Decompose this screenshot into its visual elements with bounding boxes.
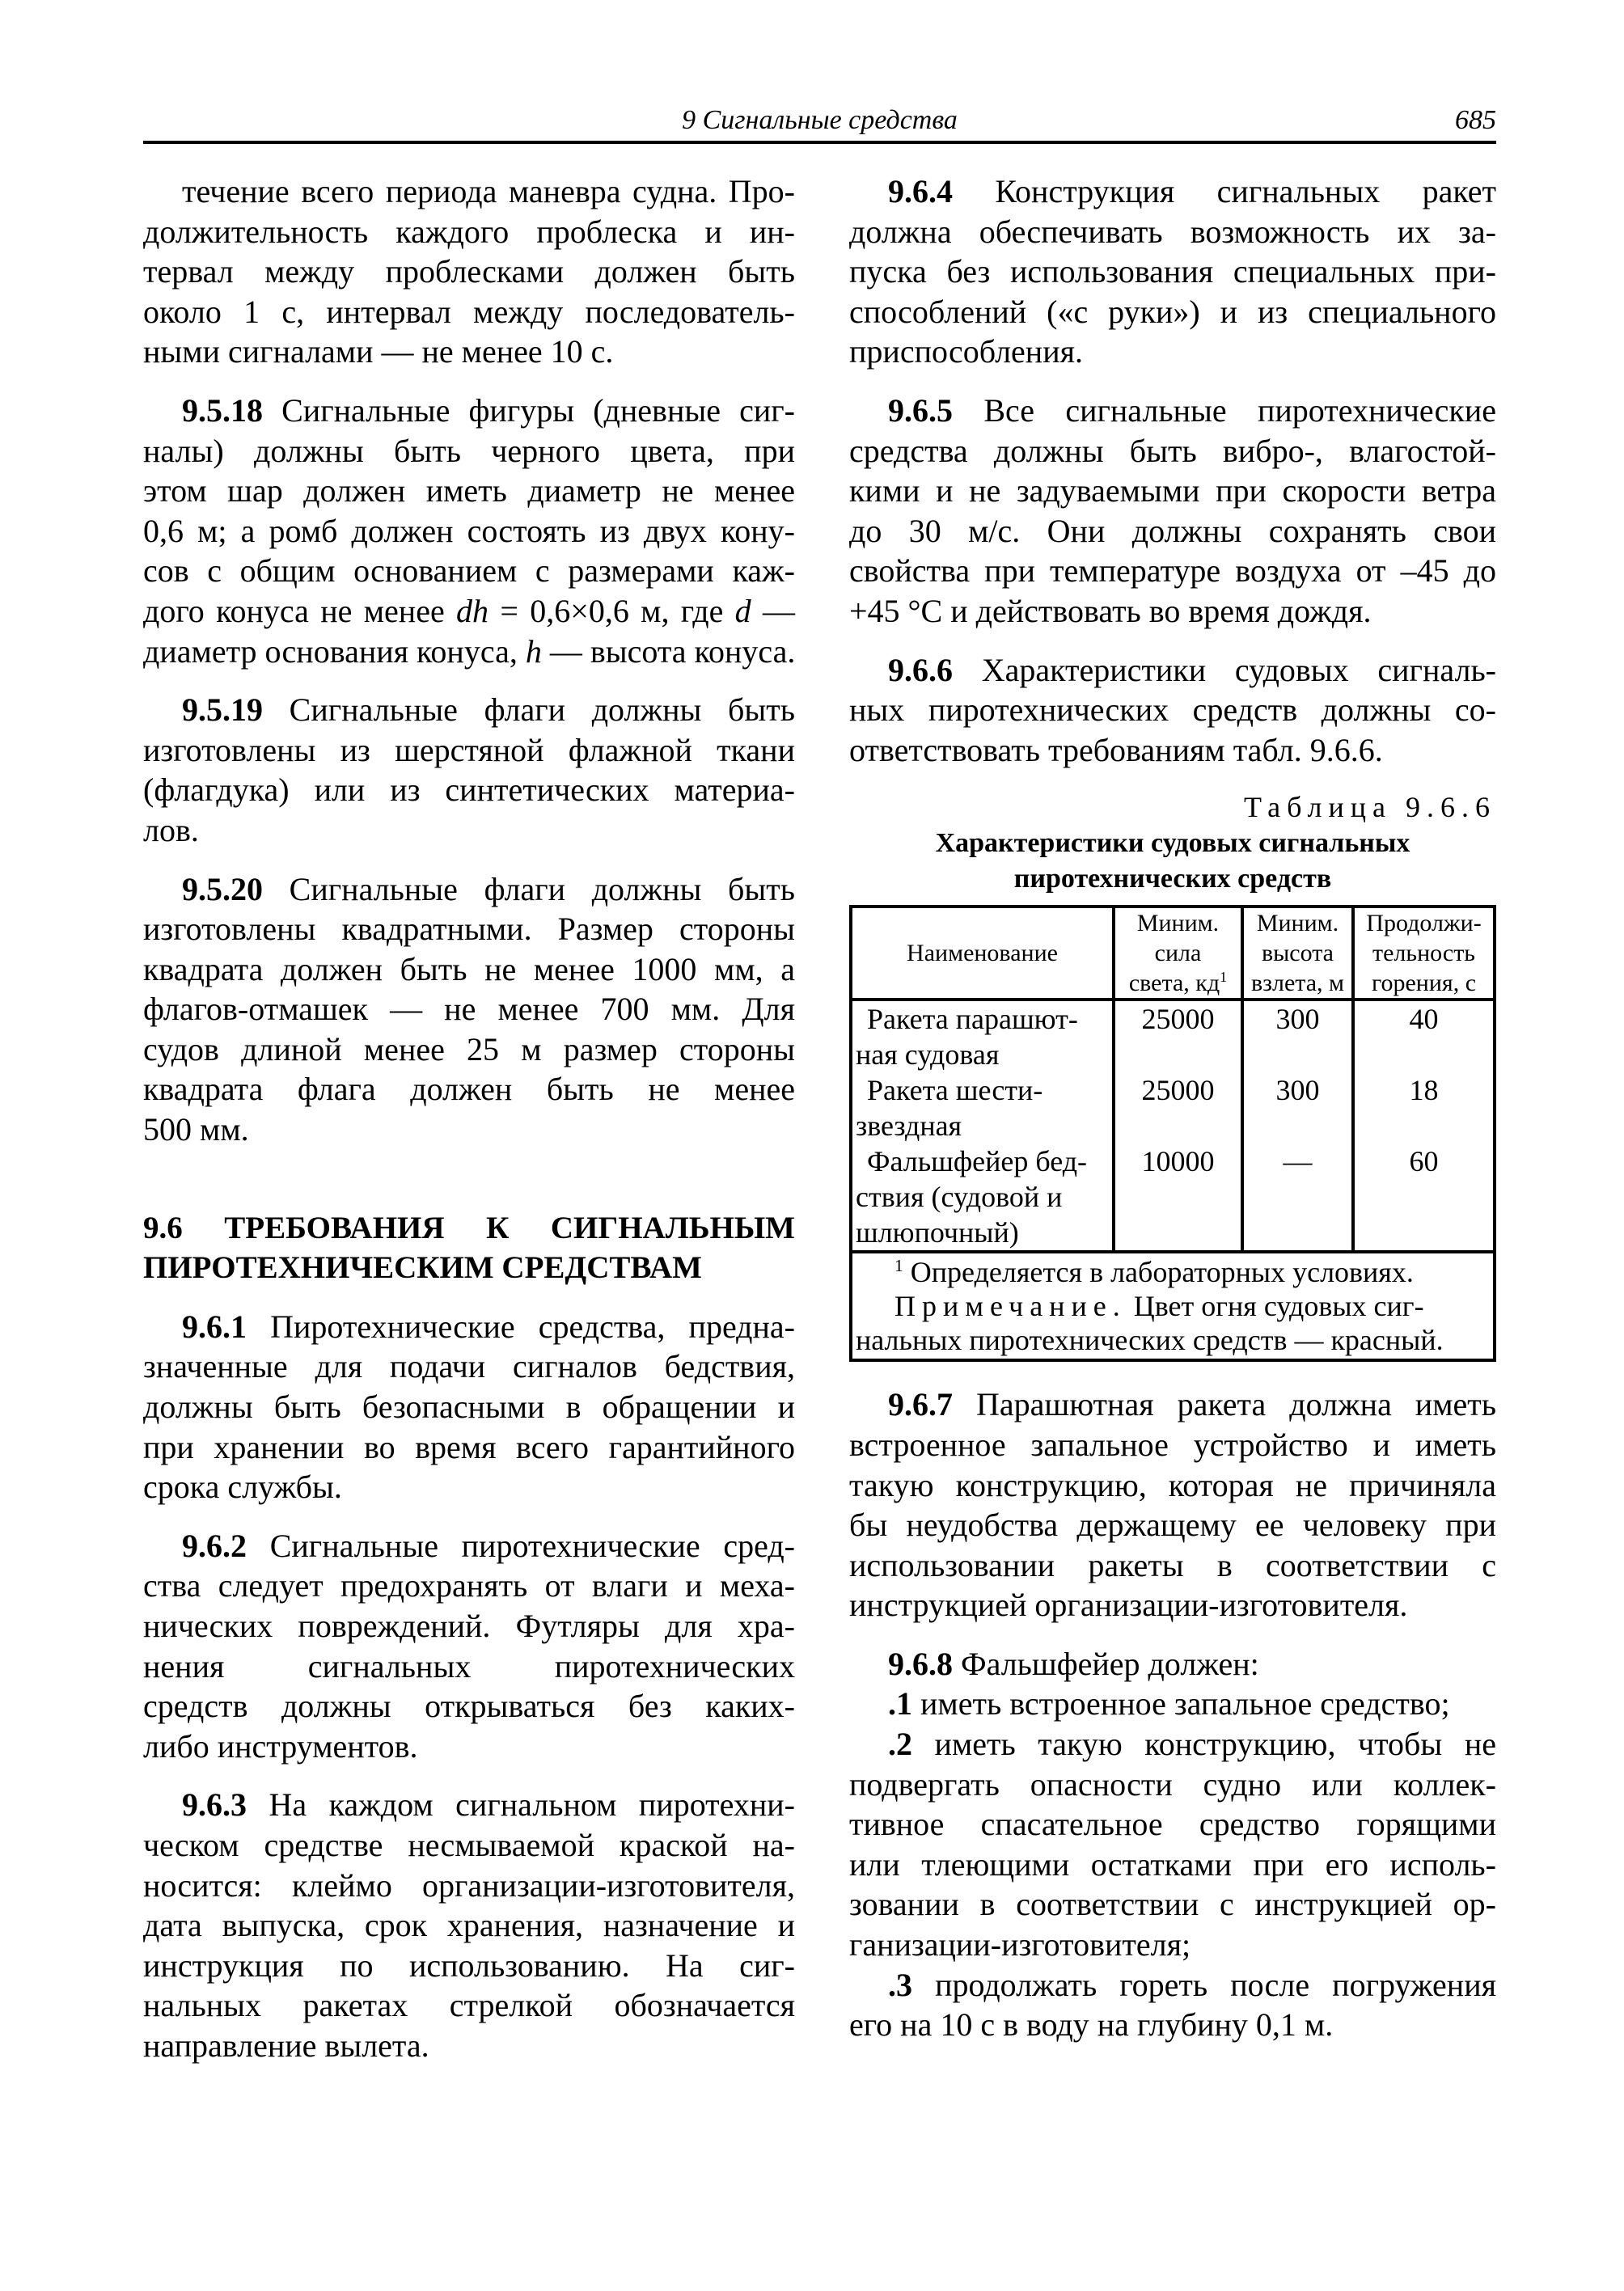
paragraph: [849, 650, 1496, 771]
line-text: ПИРОТЕХНИЧЕСКИМ СРЕДСТВАМ: [143, 1250, 702, 1286]
text-line: [143, 1785, 795, 1825]
line-text: использовании ракеты в соответствии с: [849, 1546, 1496, 1583]
table-row: [851, 1143, 1495, 1252]
text-line: [849, 212, 1496, 252]
text-line: [143, 1208, 795, 1249]
text-line: [849, 1425, 1496, 1465]
text-line: [143, 632, 795, 672]
text-line: [143, 909, 795, 949]
text-line: [849, 690, 1496, 730]
clause-number: .2: [888, 1726, 912, 1763]
text-line: [849, 511, 1496, 552]
table-title-line-2: пиротехнических средств: [1013, 864, 1332, 894]
text-segment: d: [734, 592, 751, 629]
text-line: [849, 252, 1496, 292]
line-text: средства должны быть вибро-, влагостой-: [849, 432, 1496, 469]
text-line: [143, 1248, 795, 1288]
text-segment: h: [525, 632, 542, 670]
clause-number: 9.5.20: [182, 870, 263, 907]
line-text: налы) должны быть черного цвета, при: [143, 432, 795, 469]
text-line: [849, 1684, 1496, 1724]
text-line: [143, 171, 795, 212]
cell-light: 10000: [1114, 1143, 1242, 1252]
line-text: +45 °С и действовать во время дождя.: [849, 592, 1372, 629]
line-text: Все сигнальные пиротехнические: [983, 391, 1496, 429]
line-text: нения сигнальных пиротехнических: [143, 1647, 795, 1684]
line-text: течение всего периода маневра судна. Про-: [182, 173, 795, 209]
characteristics-table: [849, 905, 1496, 1362]
text-line: [143, 1110, 795, 1150]
cell-height: —: [1242, 1143, 1353, 1252]
line-text: 9.6 ТРЕБОВАНИЯ К СИГНАЛЬНЫМ: [143, 1210, 795, 1245]
cell-name: Ракета шести- звездная: [856, 1074, 1043, 1143]
clause-number: 9.6.1: [182, 1308, 247, 1345]
text-line: [849, 1965, 1496, 2006]
paragraph: [143, 1307, 795, 1507]
paragraph: [143, 391, 795, 671]
line-text: должна обеспечивать возможность их за-: [849, 213, 1496, 250]
text-line: [143, 2026, 795, 2066]
text-line: [849, 650, 1496, 691]
text-line: [849, 1804, 1496, 1845]
paragraph: [143, 869, 795, 1150]
text-line: [143, 1307, 795, 1347]
text-line: [143, 292, 795, 332]
text-line: [143, 1686, 795, 1727]
line-text: срока службы.: [143, 1469, 342, 1506]
clause-number: 9.6.7: [888, 1386, 953, 1423]
paragraph: [849, 1724, 1496, 1965]
col-header-burn: Продолжи- тельность горения, с: [1353, 907, 1495, 1000]
line-text: значенные для подачи сигналов бедствия,: [143, 1348, 795, 1385]
line-text: Пиротехнические средства, предна-: [270, 1308, 795, 1345]
paragraph: [849, 1644, 1496, 1684]
text-line: [143, 252, 795, 292]
clause-number: 9.6.2: [182, 1527, 247, 1564]
line-text: инструкцией организации-изготовителя.: [849, 1587, 1408, 1624]
left-column: [143, 171, 795, 2085]
text-line: [143, 1526, 795, 1566]
clause-number: 9.5.19: [182, 691, 263, 729]
text-line: [143, 511, 795, 552]
line-text: (флагдука) или из синтетических материа-: [143, 771, 795, 809]
line-text: квадрата должен быть не менее 1000 мм, а: [143, 950, 795, 987]
table-header-row: [851, 907, 1495, 1000]
table-notes: [851, 1252, 1495, 1360]
text-line: [143, 591, 795, 632]
page-number: 685: [1455, 105, 1496, 135]
paragraph: [143, 1526, 795, 1767]
line-text: изготовлены из шерстяной флажной ткани: [143, 731, 795, 768]
text-line: [849, 1505, 1496, 1545]
note-line-2: нальных пиротехнических средств — красный.: [856, 1324, 1444, 1357]
line-text: Парашютная ракета должна иметь: [976, 1386, 1496, 1423]
table-caption: Таблица 9.6.6: [1244, 791, 1496, 824]
line-text: ных пиротехнических средств должны со-: [849, 691, 1496, 729]
text-segment: диаметр основания конуса,: [143, 632, 526, 670]
text-line: [849, 1765, 1496, 1805]
line-text: ческом средстве несмываемой краской на-: [143, 1826, 795, 1863]
text-line: [849, 431, 1496, 471]
line-text: зовании в соответствии с инструкцией ор-: [849, 1886, 1496, 1923]
line-text: нических повреждений. Футляры для хра-: [143, 1608, 795, 1644]
text-line: [143, 1427, 795, 1468]
clause-number: 9.5.18: [182, 391, 263, 429]
line-text: такую конструкцию, которая не причиняла: [849, 1466, 1496, 1503]
line-text: приспособления.: [849, 333, 1084, 370]
cell-light: 25000: [1114, 1072, 1242, 1143]
text-line: [849, 551, 1496, 591]
text-line: [143, 471, 795, 511]
text-segment: —: [751, 592, 796, 629]
text-line: [849, 1585, 1496, 1625]
line-text: носится: клеймо организации-изготовителя,: [143, 1866, 795, 1904]
right-column: [849, 171, 1496, 2064]
line-text: должны быть безопасными в обращении и: [143, 1389, 795, 1426]
line-text: Фальшфейер должен:: [961, 1645, 1259, 1682]
line-text: лов.: [143, 811, 199, 848]
text-line: [143, 391, 795, 431]
line-text: встроенное запальное устройство и иметь: [849, 1426, 1496, 1463]
line-text: или тлеющими остатками при его исполь-: [849, 1845, 1496, 1883]
line-text: нальных ракетах стрелкой обозначается: [143, 1987, 795, 2024]
text-line: [849, 332, 1496, 372]
text-line: [143, 1985, 795, 2026]
clause-number: 9.6.5: [888, 391, 953, 429]
text-line: [143, 1905, 795, 1946]
line-text: Сигнальные флаги должны быть: [289, 870, 796, 907]
paragraph: [849, 391, 1496, 632]
paragraph: [849, 171, 1496, 372]
text-line: [143, 989, 795, 1029]
text-line: [849, 471, 1496, 511]
text-line: [143, 869, 795, 910]
text-segment: — высота конуса.: [541, 632, 796, 670]
line-text: тервал между проблесками должен быть: [143, 253, 795, 290]
line-text: инструкция по использованию. На сиг-: [143, 1947, 795, 1984]
text-line: [143, 1566, 795, 1606]
paragraph: [143, 690, 795, 850]
line-text: иметь такую конструкцию, чтобы не: [934, 1726, 1496, 1763]
running-header: [143, 104, 1496, 144]
text-line: [849, 591, 1496, 632]
line-text: этом шар должен иметь диаметр не менее: [143, 472, 795, 509]
line-text: Сигнальные пиротехнические сред-: [269, 1527, 796, 1564]
line-text: ответствовать требованиям табл. 9.6.6.: [849, 731, 1383, 768]
line-text: Сигнальные фигуры (дневные сиг-: [281, 391, 795, 429]
cell-name: Фальшфейер бед- ствия (судовой и шлюпочный): [856, 1145, 1088, 1249]
line-text: бы неудобства держащему ее человеку при: [849, 1507, 1496, 1544]
line-text: ганизации-изготовителя;: [849, 1926, 1191, 1963]
col-header-name: Наименование: [851, 907, 1114, 1000]
line-text: подвергать опасности судно или коллек-: [849, 1765, 1496, 1803]
line-text: ными сигналами — не менее 10 с.: [143, 333, 614, 370]
line-text: должительность каждого проблеска и ин-: [143, 213, 795, 250]
text-line: [143, 431, 795, 471]
line-text: либо инструментов.: [143, 1727, 418, 1765]
line-text: Сигнальные флаги должны быть: [289, 691, 796, 729]
cell-burn: 18: [1353, 1072, 1495, 1143]
text-line: [143, 690, 795, 730]
text-line: [849, 1384, 1496, 1425]
line-text: его на 10 с в воду на глубину 0,1 м.: [849, 2006, 1334, 2044]
text-line: [849, 1465, 1496, 1506]
text-line: [143, 810, 795, 851]
text-line: [849, 730, 1496, 771]
section-heading: [143, 1208, 795, 1288]
line-text: до 30 м/с. Они должны сохранять свои: [849, 512, 1496, 549]
text-line: [143, 949, 795, 990]
line-text: тивное спасательное средство горящими: [849, 1806, 1496, 1843]
text-line: [849, 391, 1496, 431]
clause-number: 9.6.3: [182, 1786, 247, 1824]
clause-number: 9.6.6: [888, 651, 953, 688]
col-header-height: Миним. высота взлета, м: [1242, 907, 1353, 1000]
text-line: [143, 1387, 795, 1427]
line-text: свойства при температуре воздуха от –45 до: [849, 552, 1496, 590]
text-line: [143, 1825, 795, 1866]
line-text: способлений («с руки») и из специального: [849, 293, 1496, 330]
line-text: сов с общим основанием с размерами каж-: [143, 552, 795, 590]
text-line: [849, 2005, 1496, 2045]
text-line: [143, 1069, 795, 1110]
clause-number: 9.6.8: [888, 1645, 953, 1682]
line-text: судов длиной менее 25 м размер стороны: [143, 1030, 795, 1067]
text-line: [849, 1845, 1496, 1885]
text-segment: дого конуса не менее: [143, 592, 457, 629]
paragraph: [849, 1684, 1496, 1724]
cell-height: 300: [1242, 1000, 1353, 1072]
col-header-light: Миним. сила света, $кд^1$: [1114, 907, 1242, 1000]
line-text: Конструкция сигнальных ракет: [995, 173, 1496, 209]
line-text: На каждом сигнальном пиротехни-: [269, 1786, 795, 1824]
clause-number: .3: [888, 1966, 912, 2003]
table-row: [851, 1000, 1495, 1072]
line-text: 0,6 м; а ромб должен состоять из двух кону-: [143, 512, 795, 549]
line-text: около 1 с, интервал между последователь-: [143, 293, 795, 330]
paragraph: [143, 1785, 795, 2065]
text-line: [849, 1545, 1496, 1586]
text-line: [143, 1467, 795, 1507]
text-line: [143, 1346, 795, 1387]
text-line: [849, 1925, 1496, 1965]
table-title-line-1: Характеристики судовых сигнальных: [935, 828, 1410, 859]
text-line: [849, 171, 1496, 212]
text-line: [143, 730, 795, 771]
line-text: кими и не задуваемыми при скорости ветра: [849, 472, 1496, 509]
cell-light: 25000: [1114, 1000, 1242, 1072]
line-text: дата выпуска, срок хранения, назначение и: [143, 1907, 795, 1944]
line-text: квадрата флага должен быть не менее: [143, 1071, 795, 1108]
cell-burn: 40: [1353, 1000, 1495, 1072]
cell-name: Ракета парашют- ная судовая: [856, 1003, 1078, 1072]
text-line: [143, 332, 795, 372]
paragraph: [849, 1384, 1496, 1625]
note-line-1: Примечание. Цвет огня судовых сиг-: [894, 1290, 1424, 1323]
text-line: [143, 1946, 795, 1986]
cell-burn: 60: [1353, 1143, 1495, 1252]
text-line: [143, 551, 795, 591]
text-segment: dh: [456, 592, 489, 629]
paragraph: [849, 1965, 1496, 2045]
line-text: пуска без использования специальных при-: [849, 253, 1496, 290]
clause-number: .1: [888, 1685, 912, 1722]
text-line: [849, 1644, 1496, 1684]
text-segment: = 0,6×0,6 м, где: [488, 592, 735, 629]
line-text: иметь встроенное запальное средство;: [920, 1685, 1450, 1722]
text-line: [849, 292, 1496, 332]
line-text: при хранении во время всего гарантийного: [143, 1428, 795, 1465]
line-text: средств должны открываться без каких-: [143, 1688, 795, 1725]
line-text: ства следует предохранять от влаги и меха-: [143, 1567, 795, 1604]
footnote: $^1$ Определяется в лабораторных условиях.: [894, 1256, 1414, 1289]
text-line: [143, 212, 795, 252]
text-line: [849, 1724, 1496, 1765]
line-text: флагов-отмашек — не менее 700 мм. Для: [143, 991, 795, 1028]
cell-height: 300: [1242, 1072, 1353, 1143]
line-text: Характеристики судовых сигналь-: [981, 651, 1496, 688]
line-text: продолжать гореть после погружения: [935, 1966, 1496, 2003]
text-line: [849, 1884, 1496, 1925]
text-line: [143, 1646, 795, 1687]
line-text: 500 мм.: [143, 1111, 249, 1148]
text-line: [143, 1606, 795, 1646]
text-line: [143, 1029, 795, 1070]
text-line: [143, 1727, 795, 1767]
text-line: [143, 770, 795, 810]
table-row: [851, 1072, 1495, 1143]
paragraph: [143, 171, 795, 372]
chapter-title: 9 Сигнальные средства: [682, 105, 958, 135]
line-text: направление вылета.: [143, 2027, 429, 2064]
line-text: изготовлены квадратными. Размер стороны: [143, 911, 795, 948]
clause-number: 9.6.4: [888, 173, 953, 209]
text-line: [143, 1866, 795, 1906]
